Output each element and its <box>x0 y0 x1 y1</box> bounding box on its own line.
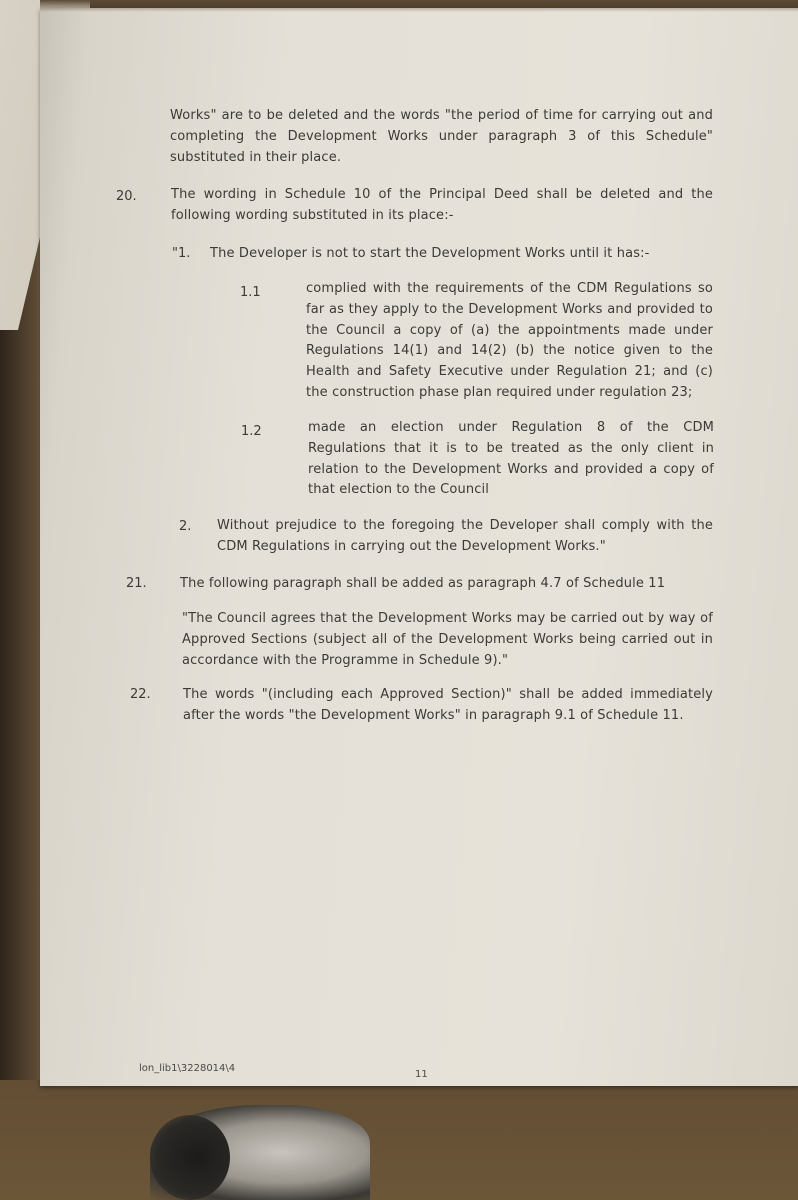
clause-22-number: 22. <box>130 687 151 702</box>
clause-20-sub-1-1-text: complied with the requirements of the CDM Regulations so far as they apply to the Development Works and provided to the Council a copy of (a) the appointments made under Regulations 14(1) and 14(2) (b) the notice given to the Health and Safety Executive under Regulation 21; and (c) the construction phase plan required under regulation 23; <box>306 281 713 400</box>
clause-20-sub-2-number: 2. <box>179 519 192 534</box>
page-top-shadow <box>40 0 798 12</box>
clause-20-number: 20. <box>116 189 137 204</box>
document-reference: lon_lib1\3228014\4 <box>139 1063 236 1074</box>
clause-20-sub-1-1-number: 1.1 <box>240 285 261 300</box>
clause-21-text: The following paragraph shall be added as paragraph 4.7 of Schedule 11 <box>180 576 666 591</box>
clause-21-quote: "The Council agrees that the Development Works may be carried out by way of Approved Sections (subject all of the Development Works being carried out in accordance with the Programme in Schedule 9)." <box>182 611 713 668</box>
clause-20-sub-2-text: Without prejudice to the foregoing the Developer shall comply with the CDM Regulations in carrying out the Development Works." <box>217 518 713 554</box>
clause-20-text: The wording in Schedule 10 of the Principal Deed shall be deleted and the following wording substituted in its place:- <box>171 187 713 223</box>
clause-21-number: 21. <box>126 576 147 591</box>
page-number: 11 <box>415 1069 428 1080</box>
clause-20-sub-1-2-text: made an election under Regulation 8 of the CDM Regulations that it is to be treated as the only client in relation to the Development Works and provided a copy of that election to the Council <box>308 420 714 498</box>
clause-20-sub-1-2-number: 1.2 <box>241 424 262 439</box>
continuation-paragraph: Works" are to be deleted and the words "the period of time for carrying out and completing the Development Works under paragraph 3 of this Schedule" substituted in their place. <box>170 108 713 165</box>
foreground-object-shadow <box>150 1115 230 1200</box>
clause-20-sub-1-number: "1. <box>172 246 191 261</box>
clause-20-sub-1-text: The Developer is not to start the Development Works until it has:- <box>210 246 650 261</box>
clause-22-text: The words "(including each Approved Section)" shall be added immediately after the words "the Development Works" in paragraph 9.1 of Schedule 11. <box>183 687 713 723</box>
